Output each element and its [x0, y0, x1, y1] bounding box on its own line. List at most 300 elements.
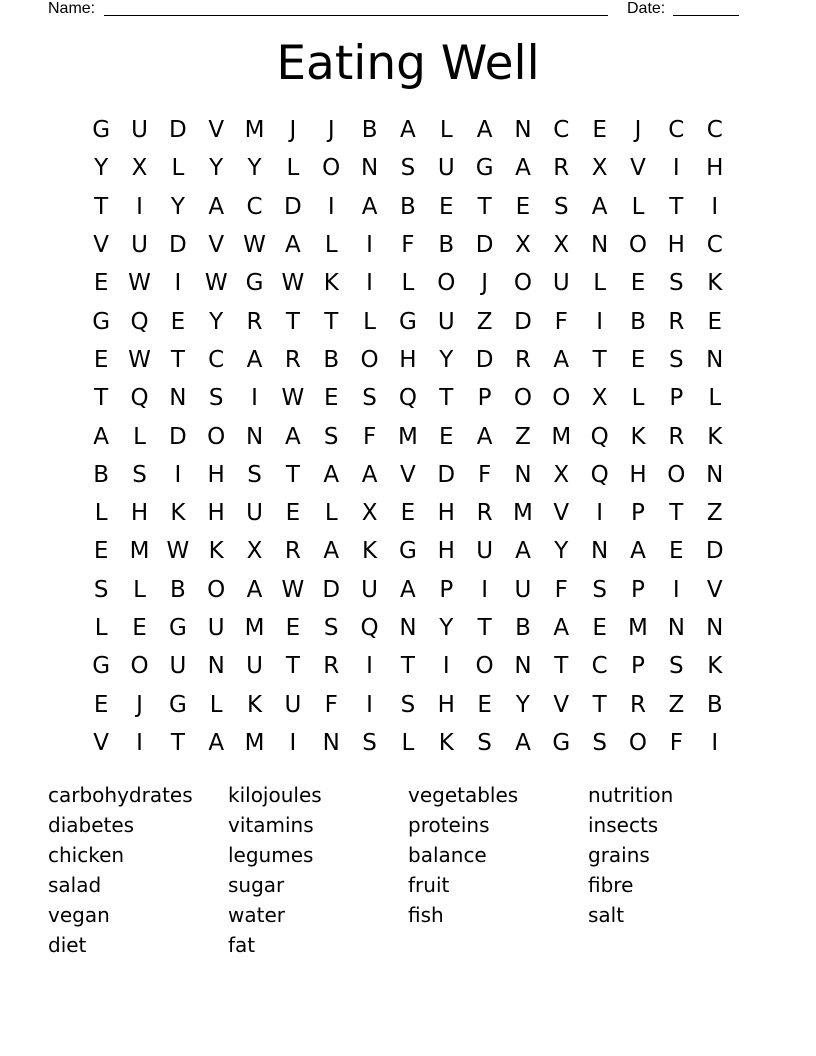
grid-letter[interactable]: R: [629, 691, 646, 718]
grid-letter[interactable]: U: [361, 576, 378, 603]
word-list-item: balance: [408, 843, 487, 867]
grid-letter[interactable]: F: [669, 729, 683, 756]
grid-letter[interactable]: O: [207, 423, 226, 450]
grid-letter[interactable]: L: [94, 615, 108, 641]
grid-letter[interactable]: O: [667, 461, 686, 488]
grid-letter[interactable]: Z: [515, 423, 531, 450]
grid-letter[interactable]: B: [706, 691, 723, 718]
grid-letter[interactable]: Y: [209, 155, 224, 182]
grid-letter[interactable]: H: [437, 500, 455, 527]
grid-letter[interactable]: S: [669, 653, 684, 680]
grid-letter[interactable]: L: [324, 232, 338, 259]
grid-letter[interactable]: E: [477, 691, 492, 718]
grid-letter[interactable]: K: [362, 538, 378, 565]
grid-letter[interactable]: X: [515, 232, 531, 259]
grid-letter[interactable]: N: [706, 461, 724, 488]
grid-letter[interactable]: D: [169, 423, 187, 450]
grid-letter[interactable]: S: [400, 691, 416, 718]
grid-row: [82, 379, 734, 417]
grid-letter[interactable]: N: [322, 729, 340, 756]
grid-letter[interactable]: Z: [706, 500, 723, 527]
grid-letter[interactable]: B: [515, 615, 531, 641]
grid-letter[interactable]: T: [285, 308, 300, 335]
grid-letter[interactable]: K: [208, 538, 224, 565]
grid-letter[interactable]: S: [362, 729, 377, 756]
grid-letter[interactable]: C: [706, 232, 723, 259]
grid-letter[interactable]: R: [668, 423, 685, 450]
grid-letter[interactable]: I: [174, 461, 182, 488]
grid-letter[interactable]: R: [284, 346, 301, 373]
grid-letter[interactable]: J: [327, 117, 335, 144]
grid-letter[interactable]: T: [592, 691, 607, 718]
grid-letter[interactable]: G: [168, 615, 187, 641]
grid-letter[interactable]: H: [706, 155, 724, 182]
grid-letter[interactable]: E: [400, 500, 416, 527]
grid-letter[interactable]: N: [591, 538, 609, 565]
grid-letter[interactable]: X: [361, 500, 378, 527]
grid-letter[interactable]: W: [281, 270, 305, 297]
grid-letter[interactable]: N: [360, 155, 379, 182]
grid-letter[interactable]: V: [208, 232, 225, 259]
grid-letter[interactable]: D: [322, 576, 341, 603]
grid-letter[interactable]: M: [129, 538, 150, 565]
grid-letter[interactable]: J: [289, 117, 297, 144]
grid-letter[interactable]: I: [481, 576, 488, 603]
grid-letter[interactable]: Y: [170, 193, 185, 220]
grid-letter[interactable]: S: [362, 385, 377, 412]
grid-letter[interactable]: K: [323, 270, 339, 297]
word-bank: [48, 780, 768, 960]
grid-letter[interactable]: T: [669, 193, 684, 220]
grid-letter[interactable]: D: [475, 346, 494, 373]
grid-letter[interactable]: D: [475, 232, 494, 259]
grid-letter[interactable]: A: [93, 423, 110, 450]
grid-letter[interactable]: A: [361, 193, 378, 220]
grid-letter[interactable]: S: [323, 423, 339, 450]
grid-letter[interactable]: O: [552, 385, 571, 412]
grid-letter[interactable]: I: [289, 729, 297, 756]
word-list-item: salt: [588, 903, 625, 927]
grid-letter[interactable]: E: [93, 691, 109, 718]
grid-letter[interactable]: T: [170, 729, 185, 756]
grid-letter[interactable]: U: [437, 155, 455, 182]
grid-letter[interactable]: U: [437, 308, 455, 335]
grid-letter[interactable]: R: [553, 155, 570, 182]
grid-letter[interactable]: D: [284, 193, 302, 220]
grid-letter[interactable]: J: [634, 117, 642, 144]
grid-letter[interactable]: T: [554, 653, 569, 680]
grid-letter[interactable]: V: [208, 117, 225, 144]
grid-letter[interactable]: O: [437, 270, 456, 297]
grid-letter[interactable]: S: [592, 576, 607, 603]
grid-letter[interactable]: E: [93, 346, 109, 373]
grid-letter[interactable]: D: [514, 308, 532, 335]
grid-letter[interactable]: F: [362, 423, 377, 450]
grid-letter[interactable]: U: [169, 653, 187, 680]
grid-letter[interactable]: U: [476, 538, 494, 565]
grid-letter[interactable]: H: [207, 500, 225, 527]
grid-letter[interactable]: N: [591, 232, 609, 259]
grid-letter[interactable]: E: [438, 193, 454, 220]
grid-letter[interactable]: A: [476, 117, 493, 144]
grid-letter[interactable]: I: [672, 576, 680, 603]
grid-letter[interactable]: A: [515, 538, 531, 565]
grid-letter[interactable]: Y: [209, 308, 224, 335]
grid-letter[interactable]: Z: [668, 691, 685, 718]
grid-letter[interactable]: S: [132, 461, 147, 488]
grid-letter[interactable]: P: [631, 576, 645, 603]
grid-letter[interactable]: A: [208, 729, 225, 756]
grid-letter[interactable]: Y: [94, 155, 109, 182]
grid-letter[interactable]: J: [481, 270, 488, 297]
grid-letter[interactable]: G: [245, 270, 264, 297]
grid-letter[interactable]: E: [630, 346, 646, 373]
grid-letter[interactable]: K: [707, 423, 723, 450]
grid-letter[interactable]: F: [324, 691, 338, 718]
grid-letter[interactable]: D: [705, 538, 724, 565]
grid-letter[interactable]: S: [208, 385, 224, 412]
grid-letter[interactable]: B: [323, 346, 340, 373]
grid-letter[interactable]: E: [669, 538, 684, 565]
grid-letter[interactable]: O: [207, 576, 226, 603]
grid-letter[interactable]: O: [628, 729, 648, 756]
grid-letter[interactable]: A: [285, 423, 301, 450]
grid-letter[interactable]: R: [246, 308, 263, 335]
grid-letter[interactable]: I: [672, 155, 680, 182]
grid-letter[interactable]: R: [514, 346, 531, 373]
grid-letter[interactable]: X: [553, 461, 570, 488]
grid-letter[interactable]: L: [171, 155, 185, 182]
grid-letter[interactable]: H: [130, 500, 149, 527]
grid-letter[interactable]: H: [437, 538, 455, 565]
grid-letter[interactable]: N: [399, 615, 417, 641]
grid-letter[interactable]: L: [631, 193, 645, 220]
grid-letter[interactable]: S: [669, 270, 684, 297]
grid-letter[interactable]: R: [476, 500, 493, 527]
grid-letter[interactable]: R: [668, 308, 685, 335]
grid-letter[interactable]: L: [439, 117, 453, 144]
grid-letter[interactable]: U: [131, 117, 148, 144]
grid-letter[interactable]: B: [630, 308, 646, 335]
grid-letter[interactable]: H: [399, 346, 417, 373]
grid-letter[interactable]: Q: [360, 615, 379, 641]
grid-letter[interactable]: I: [174, 270, 182, 297]
grid-letter[interactable]: D: [437, 461, 456, 488]
grid-letter[interactable]: G: [399, 538, 417, 565]
grid-letter[interactable]: I: [711, 729, 719, 756]
grid-letter[interactable]: X: [591, 385, 608, 412]
grid-letter[interactable]: N: [706, 346, 724, 373]
date-blank-line[interactable]: [673, 15, 739, 16]
grid-letter[interactable]: H: [437, 691, 455, 718]
grid-letter[interactable]: U: [246, 653, 263, 680]
grid-letter[interactable]: W: [128, 270, 151, 297]
grid-letter[interactable]: X: [131, 155, 148, 182]
grid-row: [82, 609, 734, 647]
grid-letter[interactable]: A: [553, 346, 570, 373]
grid-letter[interactable]: V: [553, 500, 570, 527]
grid-letter[interactable]: L: [401, 270, 415, 297]
grid-letter[interactable]: W: [281, 385, 305, 412]
grid-letter[interactable]: H: [629, 461, 647, 488]
grid-letter[interactable]: G: [552, 729, 571, 756]
grid-letter[interactable]: S: [247, 461, 262, 488]
grid-letter[interactable]: O: [513, 270, 532, 297]
grid-letter[interactable]: O: [130, 653, 149, 680]
grid-letter[interactable]: U: [514, 576, 532, 603]
grid-letter[interactable]: I: [327, 193, 335, 220]
grid-letter[interactable]: M: [244, 729, 265, 756]
grid-letter[interactable]: S: [400, 155, 416, 182]
grid-letter[interactable]: E: [592, 117, 607, 144]
grid-letter[interactable]: T: [170, 346, 185, 373]
grid-letter[interactable]: M: [244, 615, 265, 641]
grid-letter[interactable]: I: [596, 308, 604, 335]
grid-letter[interactable]: E: [592, 615, 607, 641]
grid-letter[interactable]: I: [711, 193, 719, 220]
grid-letter[interactable]: U: [246, 500, 263, 527]
grid-letter[interactable]: K: [707, 653, 723, 680]
grid-letter[interactable]: J: [136, 691, 143, 718]
grid-letter[interactable]: E: [630, 270, 646, 297]
grid-letter[interactable]: X: [591, 155, 608, 182]
grid-letter[interactable]: A: [591, 193, 608, 220]
grid-letter[interactable]: N: [245, 423, 264, 450]
grid-letter[interactable]: G: [92, 308, 111, 335]
grid-letter[interactable]: E: [438, 423, 454, 450]
grid-letter[interactable]: U: [552, 270, 570, 297]
grid-letter[interactable]: P: [631, 500, 645, 527]
grid-letter[interactable]: E: [132, 615, 147, 641]
grid-letter[interactable]: A: [515, 155, 531, 182]
grid-letter[interactable]: Y: [247, 155, 262, 182]
grid-letter[interactable]: Y: [554, 538, 569, 565]
grid-letter[interactable]: C: [706, 117, 723, 144]
grid-letter[interactable]: T: [477, 193, 492, 220]
grid-letter[interactable]: E: [285, 500, 301, 527]
grid-letter[interactable]: T: [94, 385, 109, 412]
grid-letter[interactable]: A: [515, 729, 531, 756]
grid-letter[interactable]: R: [284, 538, 301, 565]
grid-letter[interactable]: T: [477, 615, 492, 641]
grid-letter[interactable]: L: [401, 729, 415, 756]
grid-letter[interactable]: I: [596, 500, 604, 527]
grid-letter[interactable]: B: [361, 117, 378, 144]
grid-letter[interactable]: E: [93, 538, 109, 565]
word-list-item: fibre: [588, 873, 634, 897]
grid-letter[interactable]: S: [669, 346, 684, 373]
grid-letter[interactable]: L: [631, 385, 645, 412]
grid-letter[interactable]: I: [366, 653, 373, 680]
grid-letter[interactable]: Y: [439, 615, 454, 641]
grid-letter[interactable]: A: [246, 576, 263, 603]
grid-letter[interactable]: T: [285, 461, 300, 488]
grid-letter[interactable]: I: [251, 385, 258, 412]
grid-letter[interactable]: N: [207, 653, 225, 680]
grid-letter[interactable]: F: [477, 461, 492, 488]
grid-letter[interactable]: B: [169, 576, 186, 603]
grid-letter[interactable]: G: [92, 653, 111, 680]
grid-letter[interactable]: L: [363, 308, 376, 335]
grid-letter[interactable]: E: [170, 308, 186, 335]
grid-letter[interactable]: P: [631, 653, 645, 680]
grid-letter[interactable]: I: [136, 729, 143, 756]
grid-letter[interactable]: S: [553, 193, 569, 220]
grid-letter[interactable]: A: [361, 461, 378, 488]
grid-letter[interactable]: T: [285, 653, 300, 680]
grid-letter[interactable]: V: [553, 691, 570, 718]
grid-letter[interactable]: M: [628, 615, 648, 641]
grid-letter[interactable]: K: [630, 423, 646, 450]
grid-letter[interactable]: X: [553, 232, 570, 259]
grid-letter[interactable]: O: [628, 232, 648, 259]
grid-letter[interactable]: A: [400, 117, 416, 144]
grid-letter[interactable]: T: [324, 308, 339, 335]
grid-letter[interactable]: I: [442, 653, 450, 680]
grid-letter[interactable]: E: [707, 308, 723, 335]
grid-letter[interactable]: Q: [398, 385, 417, 412]
grid-letter[interactable]: M: [513, 500, 533, 527]
grid-letter[interactable]: F: [554, 576, 568, 603]
grid-letter[interactable]: Q: [130, 308, 149, 335]
grid-letter[interactable]: O: [322, 155, 341, 182]
grid-letter[interactable]: A: [476, 423, 493, 450]
grid-letter[interactable]: Y: [439, 346, 454, 373]
grid-letter[interactable]: S: [592, 729, 607, 756]
grid-letter[interactable]: B: [93, 461, 110, 488]
grid-letter[interactable]: A: [285, 232, 301, 259]
grid-letter[interactable]: Z: [476, 308, 493, 335]
grid-row: [82, 341, 734, 379]
grid-letter[interactable]: A: [323, 461, 340, 488]
grid-letter[interactable]: W: [243, 232, 266, 259]
grid-letter[interactable]: Q: [590, 461, 609, 488]
grid-letter[interactable]: O: [360, 346, 379, 373]
grid-letter[interactable]: N: [706, 615, 724, 641]
grid-letter[interactable]: L: [593, 270, 607, 297]
grid-letter[interactable]: G: [168, 691, 187, 718]
grid-letter[interactable]: K: [438, 729, 454, 756]
grid-letter[interactable]: S: [477, 729, 492, 756]
grid-letter[interactable]: L: [94, 500, 108, 527]
grid-letter[interactable]: T: [669, 500, 684, 527]
grid-letter[interactable]: P: [669, 385, 684, 412]
grid-letter[interactable]: I: [136, 193, 143, 220]
grid-letter[interactable]: V: [93, 729, 110, 756]
grid-letter[interactable]: Y: [515, 691, 530, 718]
word-list-item: carbohydrates: [48, 783, 193, 807]
name-blank-line[interactable]: [104, 15, 608, 16]
grid-letter[interactable]: S: [93, 576, 109, 603]
grid-letter[interactable]: P: [477, 385, 492, 412]
grid-letter[interactable]: R: [323, 653, 340, 680]
grid-letter[interactable]: Q: [130, 385, 149, 412]
grid-letter[interactable]: I: [366, 232, 373, 259]
grid-letter[interactable]: X: [246, 538, 263, 565]
grid-letter[interactable]: H: [667, 232, 685, 259]
grid-letter[interactable]: O: [475, 653, 494, 680]
grid-letter[interactable]: N: [514, 461, 532, 488]
grid-letter[interactable]: W: [204, 270, 228, 297]
grid-letter[interactable]: T: [94, 193, 109, 220]
grid-letter[interactable]: A: [553, 615, 570, 641]
grid-letter[interactable]: H: [207, 461, 225, 488]
grid-letter[interactable]: C: [246, 193, 263, 220]
grid-letter[interactable]: G: [399, 308, 417, 335]
grid-letter[interactable]: S: [323, 615, 339, 641]
grid-letter[interactable]: T: [439, 385, 454, 412]
grid-letter[interactable]: P: [439, 576, 454, 603]
grid-letter[interactable]: D: [169, 117, 187, 144]
grid-letter[interactable]: C: [591, 653, 608, 680]
grid-letter[interactable]: C: [208, 346, 225, 373]
grid-letter[interactable]: U: [207, 615, 225, 641]
grid-letter[interactable]: W: [281, 576, 305, 603]
grid-letter[interactable]: N: [514, 117, 532, 144]
grid-letter[interactable]: T: [400, 653, 415, 680]
grid-letter[interactable]: V: [630, 155, 646, 182]
grid-letter[interactable]: A: [323, 538, 340, 565]
grid-letter[interactable]: E: [323, 385, 339, 412]
grid-letter[interactable]: N: [169, 385, 187, 412]
grid-letter[interactable]: C: [553, 117, 570, 144]
grid-letter[interactable]: L: [133, 423, 146, 450]
grid-letter[interactable]: C: [668, 117, 685, 144]
grid-letter[interactable]: A: [400, 576, 416, 603]
grid-letter[interactable]: U: [284, 691, 302, 718]
grid-letter[interactable]: T: [592, 346, 607, 373]
grid-letter[interactable]: E: [93, 270, 109, 297]
grid-letter[interactable]: A: [630, 538, 646, 565]
grid-letter[interactable]: M: [551, 423, 572, 450]
grid-letter[interactable]: D: [169, 232, 187, 259]
grid-letter[interactable]: E: [285, 615, 301, 641]
grid-letter[interactable]: L: [324, 500, 338, 527]
grid-letter[interactable]: W: [128, 346, 151, 373]
grid-letter[interactable]: V: [400, 461, 416, 488]
grid-letter[interactable]: F: [401, 232, 415, 259]
grid-letter[interactable]: E: [515, 193, 531, 220]
grid-letter[interactable]: A: [208, 193, 225, 220]
grid-letter[interactable]: O: [513, 385, 532, 412]
grid-letter[interactable]: G: [92, 117, 111, 144]
grid-letter[interactable]: M: [397, 423, 418, 450]
grid-letter[interactable]: K: [247, 691, 263, 718]
grid-letter[interactable]: Q: [590, 423, 609, 450]
grid-letter[interactable]: N: [667, 615, 685, 641]
grid-letter[interactable]: M: [244, 117, 265, 144]
grid-letter[interactable]: U: [131, 232, 148, 259]
grid-letter[interactable]: L: [133, 576, 146, 603]
grid-letter[interactable]: K: [707, 270, 723, 297]
grid-letter[interactable]: I: [366, 691, 373, 718]
grid-letter[interactable]: L: [708, 385, 722, 412]
grid-letter[interactable]: L: [286, 155, 300, 182]
grid-letter[interactable]: B: [438, 232, 455, 259]
grid-letter[interactable]: B: [400, 193, 416, 220]
grid-letter[interactable]: V: [706, 576, 723, 603]
grid-letter[interactable]: G: [475, 155, 494, 182]
grid-letter[interactable]: I: [366, 270, 373, 297]
grid-row: [82, 188, 734, 226]
grid-letter[interactable]: L: [209, 691, 223, 718]
grid-letter[interactable]: F: [554, 308, 568, 335]
grid-letter[interactable]: K: [170, 500, 186, 527]
grid-letter[interactable]: N: [514, 653, 532, 680]
grid-letter[interactable]: W: [166, 538, 190, 565]
grid-letter[interactable]: A: [246, 346, 263, 373]
grid-letter[interactable]: V: [93, 232, 110, 259]
